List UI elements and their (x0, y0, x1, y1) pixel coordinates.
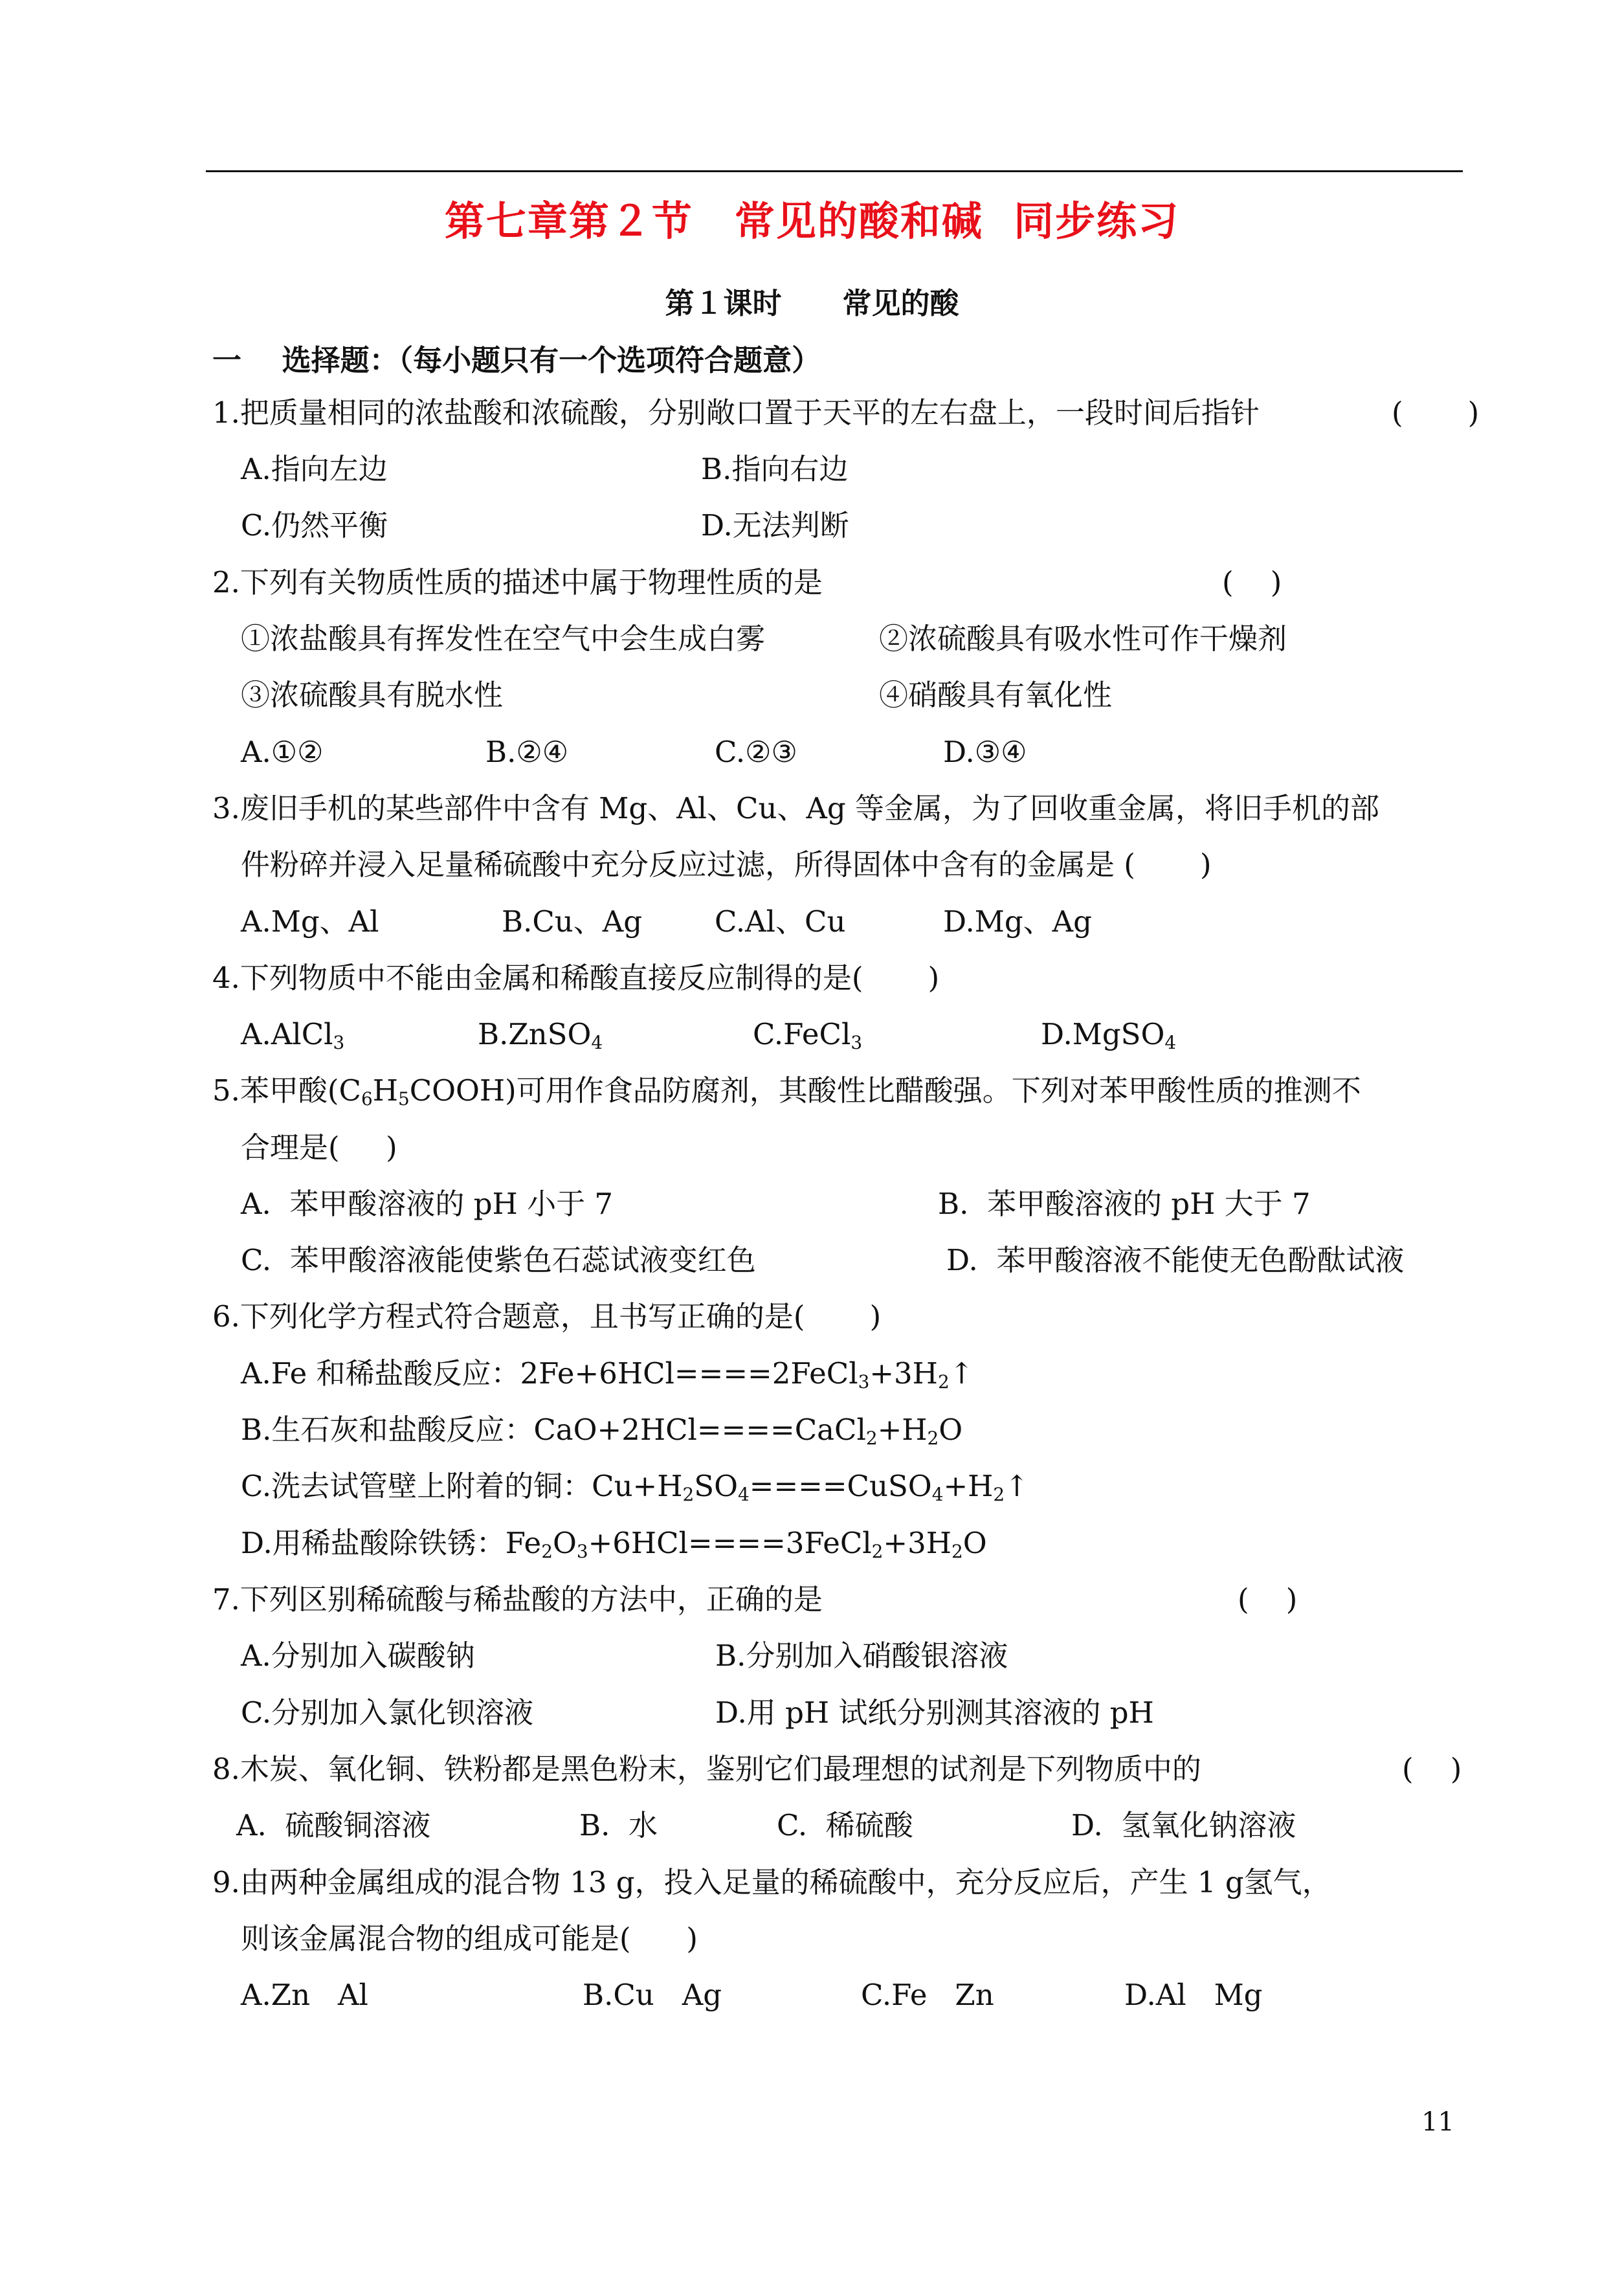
question-4-option-d: D.MgSO$_4$ (1041, 1017, 1177, 1053)
question-2-option-a: A.①② (241, 735, 324, 769)
question-5-option-b: B. 苯甲酸溶液的 pH 大于 7 (938, 1187, 1311, 1221)
question-8-stem: 8.木炭、氧化铜、铁粉都是黑色粉末，鉴别它们最理想的试剂是下列物质中的 (212, 1752, 1201, 1786)
question-7-option-d: D.用 pH 试纸分别测其溶液的 pH (715, 1695, 1154, 1730)
question-1-answer-blank: ( ) (1392, 396, 1480, 430)
question-2-option-b: B.②④ (485, 735, 569, 769)
question-1-option-c: C.仍然平衡 (241, 508, 388, 542)
page-number: 11 (1421, 2107, 1454, 2137)
question-6-stem: 6.下列化学方程式符合题意，且书写正确的是( ) (212, 1299, 882, 1334)
question-2-option-d: D.③④ (943, 735, 1027, 769)
page-title: 第七章第２节 常见的酸和碱 同步练习 (444, 197, 1180, 245)
question-1-option-a: A.指向左边 (241, 452, 388, 486)
question-3-option-c: C.Al、Cu (715, 904, 846, 939)
question-5-option-d: D. 苯甲酸溶液不能使无色酚酞试液 (946, 1243, 1405, 1277)
question-8-option-b: B. 水 (579, 1808, 658, 1842)
question-9-stem-line-2: 则该金属混合物的组成可能是( ) (241, 1921, 698, 1956)
question-7-option-b: B.分别加入硝酸银溶液 (715, 1639, 1008, 1673)
lesson-subtitle: 第１课时 常见的酸 (665, 286, 959, 320)
question-8-option-d: D. 氢氧化钠溶液 (1071, 1808, 1296, 1842)
question-9-option-d: D.Al Mg (1124, 1978, 1263, 2012)
question-6-option-c: C.洗去试管壁上附着的铜：$Cu+H_2SO_4====CuSO_4+H_2↑$ (241, 1469, 1029, 1505)
question-7-option-a: A.分别加入碳酸钠 (241, 1639, 475, 1673)
question-6-option-a: A.Fe 和稀盐酸反应：$2Fe+6HCl====2FeCl_3+3H_2↑$ (241, 1356, 974, 1393)
question-5-stem-line-2: 合理是( ) (241, 1130, 397, 1165)
question-4-option-c: C.FeCl$_3$ (753, 1017, 863, 1053)
question-3-option-b: B.Cu、Ag (502, 904, 643, 939)
question-3-stem-line-1: 3.废旧手机的某些部件中含有 Mg、Al、Cu、Ag 等金属，为了回收重金属，将旧手机的部 (212, 791, 1380, 825)
question-7-option-c: C.分别加入氯化钡溶液 (241, 1695, 534, 1730)
question-9-option-c: C.Fe Zn (861, 1978, 994, 2012)
question-7-answer-blank: ( ) (1238, 1582, 1298, 1616)
question-2-stem: 2.下列有关物质性质的描述中属于物理性质的是 (212, 565, 823, 599)
question-3-option-d: D.Mg、Ag (943, 904, 1092, 939)
question-4-stem: 4.下列物质中不能由金属和稀酸直接反应制得的是( ) (212, 961, 940, 995)
header-rule (206, 170, 1463, 172)
question-2-statement-3: ③浓硫酸具有脱水性 (241, 678, 504, 712)
question-7-stem: 7.下列区别稀硫酸与稀盐酸的方法中，正确的是 (212, 1582, 823, 1616)
question-5-option-a: A. 苯甲酸溶液的 pH 小于 7 (241, 1187, 614, 1221)
question-8-option-a: A. 硫酸铜溶液 (236, 1808, 431, 1842)
question-3-stem-line-2: 件粉碎并浸入足量稀硫酸中充分反应过滤，所得固体中含有的金属是 ( ) (241, 847, 1212, 882)
question-3-option-a: A.Mg、Al (241, 904, 379, 939)
question-9-option-a: A.Zn Al (241, 1978, 368, 2012)
question-6-option-b: B.生石灰和盐酸反应：$CaO+2HCl====CaCl_2+H_2O$ (241, 1413, 963, 1449)
question-2-option-c: C.②③ (715, 735, 797, 769)
question-6-option-d: D.用稀盐酸除铁锈：$Fe_2O_3+6HCl====3FeCl_2+3H_2O$ (241, 1526, 987, 1562)
question-5-stem-line-1: 5.苯甲酸$(C_6H_5COOH)$可用作食品防腐剂，其酸性比醋酸强。下列对苯甲酸性质的推测不 (212, 1073, 1361, 1110)
question-9-option-b: B.Cu Ag (583, 1978, 722, 2012)
question-1-option-b: B.指向右边 (701, 452, 849, 486)
question-8-option-c: C. 稀硫酸 (777, 1808, 913, 1842)
question-2-statement-1: ①浓盐酸具有挥发性在空气中会生成白雾 (241, 621, 766, 656)
question-5-option-c: C. 苯甲酸溶液能使紫色石蕊试液变红色 (241, 1243, 756, 1277)
question-4-option-b: B.ZnSO$_4$ (478, 1017, 603, 1053)
question-2-statement-2: ②浓硫酸具有吸水性可作干燥剂 (879, 621, 1287, 656)
question-1-option-d: D.无法判断 (701, 508, 849, 542)
section-heading: 一 选择题：（每小题只有一个选项符合题意） (212, 343, 821, 377)
question-1-stem: 1.把质量相同的浓盐酸和浓硫酸，分别敞口置于天平的左右盘上，一段时间后指针 (212, 396, 1260, 430)
question-2-statement-4: ④硝酸具有氧化性 (879, 678, 1113, 712)
question-9-stem-line-1: 9.由两种金属组成的混合物 13 g，投入足量的稀硫酸中，充分反应后，产生 1 g氢气， (212, 1865, 1331, 1899)
question-2-answer-blank: ( ) (1222, 565, 1282, 599)
question-4-option-a: A.AlCl$_3$ (241, 1017, 345, 1053)
question-8-answer-blank: ( ) (1402, 1752, 1462, 1786)
